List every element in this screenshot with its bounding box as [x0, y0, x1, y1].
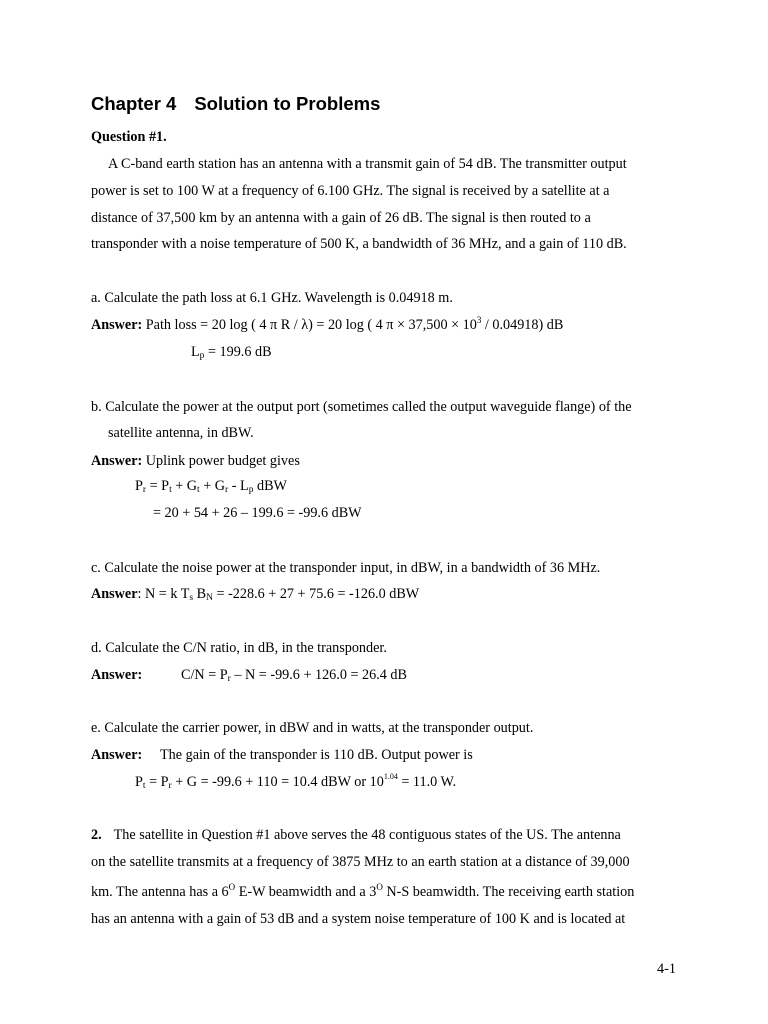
q1e-answer — [91, 748, 142, 762]
q1e-question: e. Calculate the carrier power, in dBW and in watts, at the transponder output. — [91, 720, 534, 736]
q1c-question: c. Calculate the noise power at the transponder input, in dBW, in a bandwidth of 36 MHz. — [91, 560, 601, 576]
q1d-answer — [91, 668, 142, 682]
question-1-label: Question #1. — [91, 129, 167, 145]
q1b-question-line-2: satellite antenna, in dBW. — [108, 425, 254, 441]
page-number: 4-1 — [657, 961, 676, 977]
q1a-question: a. Calculate the path loss at 6.1 GHz. Wavelength is 0.04918 m. — [91, 290, 453, 306]
q1a-eq2: $L_p = 199.6$ dB — [191, 344, 272, 361]
chapter-heading: Solution to Problems — [194, 93, 381, 114]
q1b-eq2: = 20 + 54 + 26 – 199.6 = -99.6 dBW — [153, 505, 362, 521]
question-2-number: 2. — [91, 827, 102, 843]
chapter-label: Chapter 4 — [91, 93, 177, 114]
q1a-answer — [91, 315, 564, 333]
q2-line-3: km. The antenna has a $6^O$ E-W beamwidth and a $3^O$ N-S beamwidth. The receiving earth station — [91, 882, 635, 900]
answer-label: Answer: — [91, 453, 143, 469]
q1d-question: d. Calculate the C/N ratio, in dB, in the transponder. — [91, 640, 387, 656]
q1c-answer: Answer: N = k $T_s$ $B_N = -228.6 + 27 + 75.6 = -126.0$ dBW — [91, 586, 420, 603]
q2-line-1: 2. The satellite in Question #1 above serves the 48 contiguous states of the US. The antenna — [91, 827, 621, 843]
q1-intro-line-4: transponder with a noise temperature of 500 K, a bandwidth of 36 MHz, and a gain of 110 dB. — [91, 236, 627, 252]
answer-label: Answer: — [91, 317, 143, 333]
q1-intro-line-3: distance of 37,500 km by an antenna with a gain of 26 dB. The signal is then routed to a — [91, 210, 591, 226]
q2-line-2: on the satellite transmits at a frequency of 3875 MHz to an earth station at a distance of 39,000 — [91, 854, 630, 870]
answer-label: Answer: — [91, 747, 143, 763]
q2-line-4: has an antenna with a gain of 53 dB and a system noise temperature of 100 K and is located at — [91, 911, 626, 927]
q1a-eq1: Path loss = 20 log ( 4 π R / λ) = 20 log ( 4 $\pi \times 37,500 \times 10^3 / 0.04918$) dB — [145, 315, 564, 333]
answer-label: Answer — [91, 586, 138, 602]
page-title — [91, 95, 380, 114]
q1e-answer-text: The gain of the transponder is 110 dB. Output power is — [160, 747, 473, 763]
q1-intro-line-2: power is set to 100 W at a frequency of 6.100 GHz. The signal is received by a satellite at a — [91, 183, 610, 199]
q1b-answer: Answer: Uplink power budget gives — [91, 453, 300, 469]
q1b-question-line-1: b. Calculate the power at the output port (sometimes called the output waveguide flange) of the — [91, 399, 632, 415]
q1b-eq1: $P_r = P_t + G_t + G_r - L_p$ dBW — [135, 478, 287, 495]
q1e-eq: $P_t = P_r + G = -99.6 + 110 = 10.4$ dBW or $10^{1.04} = 11.0$ W. — [135, 772, 457, 791]
q1d-eq: $C/N = P_r - N = -99.6 + 126.0 = 26.4$ dB — [181, 667, 407, 684]
answer-label: Answer: — [91, 667, 143, 683]
q1-intro-line-1: A C-band earth station has an antenna with a transmit gain of 54 dB. The transmitter output — [108, 156, 627, 172]
